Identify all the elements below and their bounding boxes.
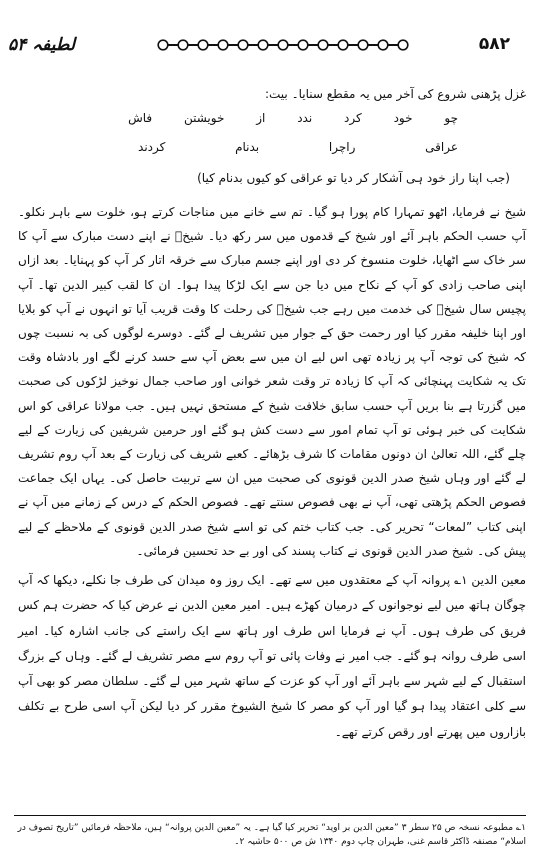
running-header bbox=[0, 34, 540, 58]
verse-word: راچرا bbox=[328, 140, 356, 154]
page-number: ۵۸۲ bbox=[478, 34, 510, 54]
verse-word: خود bbox=[393, 111, 413, 125]
verse-word: چو bbox=[444, 111, 458, 125]
intro-line: غزل پڑھنی شروع کی آخر میں یہ مقطع سنایا۔ بیت: bbox=[264, 87, 526, 101]
verse-line-2 bbox=[138, 140, 458, 154]
footnote-divider bbox=[14, 815, 526, 816]
verse-word: از bbox=[256, 111, 266, 125]
verse-word: فاش bbox=[128, 111, 153, 125]
verse-word: کرد bbox=[344, 111, 362, 125]
verse-word: خویشتن bbox=[183, 111, 225, 125]
verse-word: کردند bbox=[138, 140, 166, 154]
section-heading: لطیفہ ۵۴ bbox=[8, 35, 75, 55]
paragraph-1: شیخ نے فرمایا، اٹھو تمہارا کام پورا ہو گیا۔ تم سے خانے میں مناجات کرتے ہو، خلوت سے باہر نکلو۔ آپ حسب الحکم باہر آئے اور شیخ کے قدموں میں سر رکھ دیا۔ شیخؒ نے اپنے دست مبارک سے آپ کا سر خاک سے اٹھایا، خلوت منسوخ کر دی اور اپنے جسم مبارک سے خرقہ اتار کر آپ کو پہنایا۔ بعد ازاں اپنی صاحب زادی کو آپ کے نکاح میں دیا جن سے ایک لڑکا پیدا ہوا۔ ان کا لقب کبیر الدین تھا۔ آپ پچیس سال شیخؒ کی خدمت میں رہے جب شیخؒ کی رحلت کا وقت قریب آیا تو انہوں نے آپ کو بلایا اور اپنا خلیفہ مقرر کیا اور رحمت حق کے جوار میں تشریف لے گئے۔ دوسرے لوگوں کی بہ نسبت چوں کہ شیخ کی توجہ آپ پر زیادہ تھی اس لیے ان میں سے بعض آپ سے حسد کرنے لگے اور بادشاہ وقت تک یہ شکایت پہنچائی کہ آپ کا زیادہ تر وقت شعر خوانی اور صاحب جمال نوخیز لڑکوں کی صحبت میں گزرتا ہے بنا بریں آپ حسب سابق خلافت شیخ کے مستحق نہیں ہیں۔ جب مولانا عراقی کو اس شکایت کی خبر ہوئی تو آپ تمام امور سے دست کش ہو گئے اور حرمین شریفین کی زیارت کے لیے چلے گئے، اللہ تعالیٰ ان دونوں مقامات کا شرف بڑھائے۔ کعبے شریف کی زیارت کے بعد آپ روم تشریف لے گئے اور وہاں شیخ صدر الدین قونوی کی صحبت میں ان سے تربیت حاصل کی۔ یہاں ایک جماعت فصوص الحکم پڑھتی تھی، آپ نے بھی فصوص سنتے تھے۔ فصوص الحکم کے درس کے زمانے میں آپ نے اپنی کتاب ”لمعات“ تحریر کی۔ جب کتاب ختم کی تو اسے شیخ صدر الدین قونوی کے ملاحظے کے لیے پیش کی۔ شیخ صدر الدین قونوی نے کتاب پسند کی اور بے حد تحسین فرمائی۔ bbox=[18, 205, 526, 558]
verse-word: عراقی bbox=[425, 140, 458, 154]
verse-translation-note: (جب اپنا راز خود ہی آشکار کر دیا تو عراقی کو کیوں بدنام کیا) bbox=[197, 171, 510, 185]
verse-word: ندد bbox=[297, 111, 313, 125]
ornament-divider bbox=[156, 38, 418, 52]
verse-line-1 bbox=[128, 111, 458, 125]
paragraph-2: معین الدین ۱؎ پروانہ آپ کے معتقدوں میں سے تھے۔ ایک روز وہ میدان کی طرف جا نکلے، دیکھا کہ آپ چوگان ہاتھ میں لیے نوجوانوں کے درمیان کھڑے ہیں۔ امیر معین الدین نے عرض کیا کہ حضرت ہم کس فریق کی طرف ہوں۔ آپ نے فرمایا اس طرف اور ہاتھ سے ایک راستے کی جانب اشارہ کیا۔ امیر اسی طرف روانہ ہو گئے۔ جب امیر نے وفات پائی تو آپ روم سے مصر تشریف لے گئے۔ وہاں کے بزرگ استقبال کے لیے شہر سے باہر آئے اور آپ کو عزت کے ساتھ شہر میں لے گئے۔ سلطان مصر کو بھی آپ سے کلی اعتقاد پیدا ہو گیا اور آپ کو مصر کا شیخ الشیوخ مقرر کر دیا لیکن آپ اسی طرح بے تکلف بازاروں میں پھرتے اور رقص کرتے تھے۔ bbox=[18, 573, 526, 739]
footnote: ۱؎ مطبوعہ نسخہ ص ۲۵ سطر ۳ ”معین الدین بر اوید“ تحریر کیا گیا ہے۔ یہ ”معین الدین پروانہ“ ہیں، ملاحظہ فرمائیں ”تاریخ تصوف در اسلام“ مصنفہ ڈاکٹر قاسم غنی، طہران چاپ دوم ۱۳۴۰ ش ص ۵۰۰ حاشیہ ۲۔ bbox=[17, 823, 526, 847]
verse-word: بدنام bbox=[235, 140, 260, 154]
